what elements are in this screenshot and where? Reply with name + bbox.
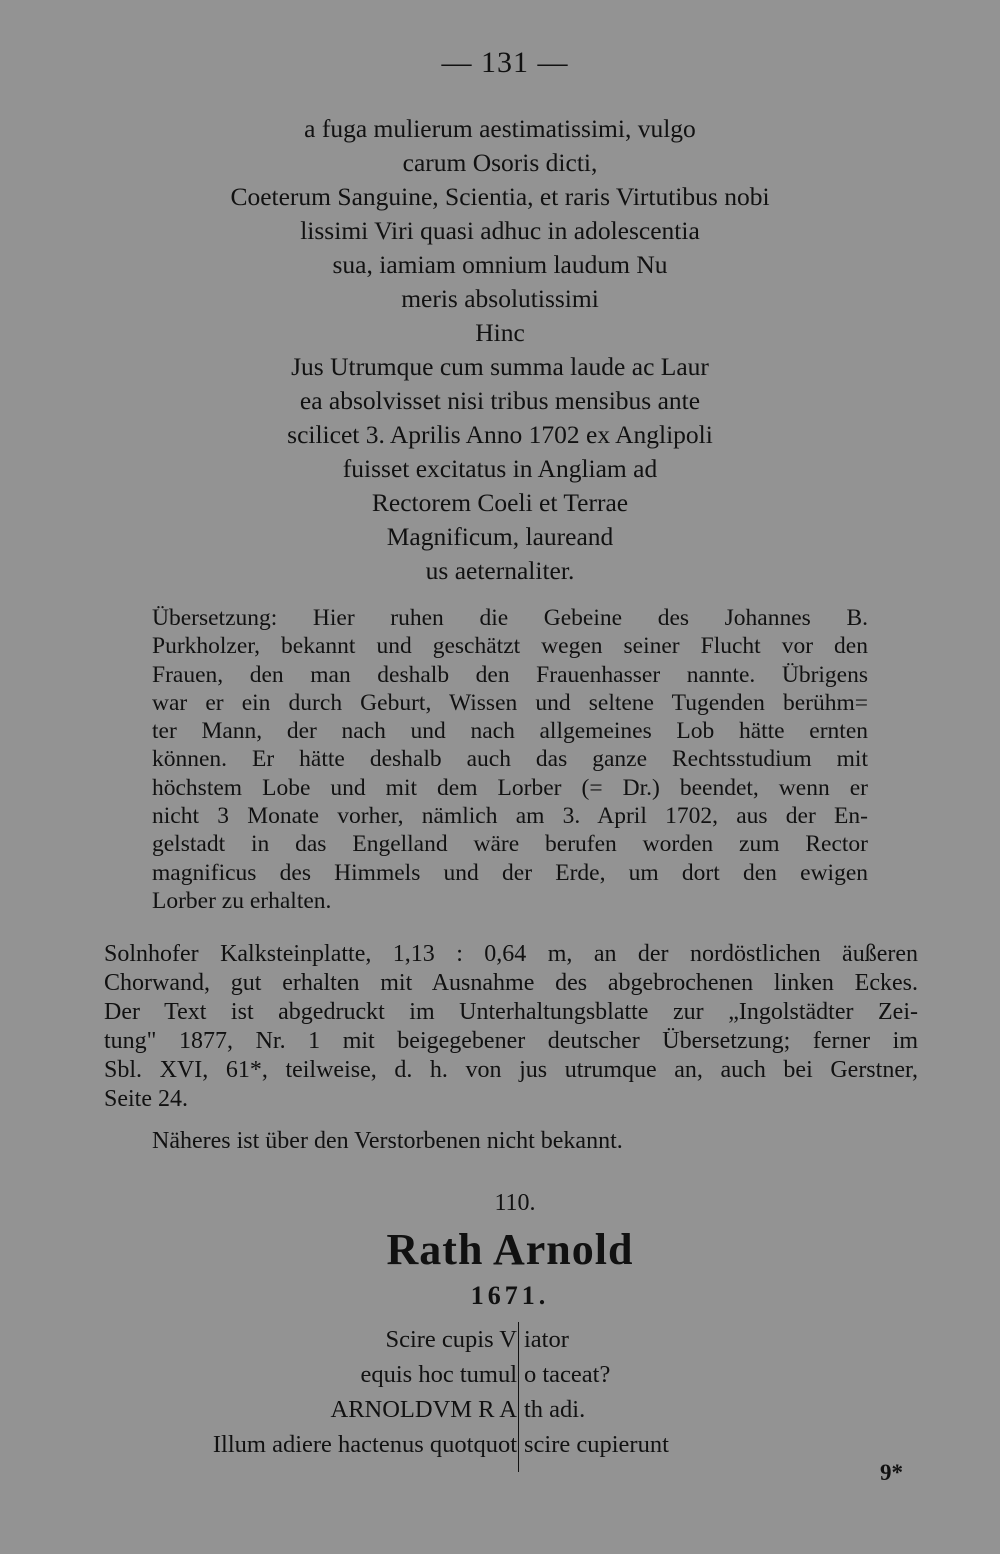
text-line: nicht 3 Monate vorher, nämlich am 3. April 1702, aus der En-: [152, 803, 868, 830]
inscription-block: [0, 1322, 1000, 1472]
inscription-line: Illum adiere hactenus quotquot: [212, 1431, 517, 1458]
latin-line: us aeternaliter.: [425, 556, 575, 585]
inscription-line: th adi.: [524, 1396, 586, 1423]
latin-line: lissimi Viri quasi adhuc in adolescentia: [300, 216, 700, 245]
inscription-right-column: [524, 1322, 669, 1462]
text-line: Purkholzer, bekannt und geschätzt wegen seiner Flucht vor den: [152, 633, 868, 660]
text-line: Solnhofer Kalksteinplatte, 1,13 : 0,64 m, an der nordöstlichen äußeren: [104, 941, 918, 967]
inscription-line: equis hoc tumul: [360, 1361, 517, 1388]
latin-line: Hinc: [475, 318, 525, 347]
inscription-line: scire cupierunt: [524, 1431, 669, 1458]
inscription-line: Scire cupis V: [385, 1326, 517, 1353]
text-line: höchstem Lobe und mit dem Lorber (= Dr.) beendet, wenn er: [152, 774, 868, 801]
text-line: Seite 24.: [104, 1086, 188, 1112]
text-line: war er ein durch Geburt, Wissen und seltene Tugenden berühm=: [152, 689, 868, 716]
inscription-left-column: [213, 1322, 517, 1462]
page-number: — 131 —: [441, 46, 569, 79]
inscription-line: iator: [524, 1326, 569, 1353]
entry-year: 1671.: [470, 1281, 550, 1310]
latin-line: fuisset excitatus in Angliam ad: [342, 454, 658, 483]
inscription-line: o taceat?: [524, 1361, 611, 1388]
signature-mark: 9*: [880, 1460, 903, 1485]
latin-line: a fuga mulierum aestimatissimi, vulgo: [304, 114, 696, 143]
latin-line: sua, iamiam omnium laudum Nu: [332, 250, 668, 279]
latin-line: Rectorem Coeli et Terrae: [371, 488, 629, 517]
latin-line: Coeterum Sanguine, Scientia, et raris Virtutibus nobi: [230, 182, 770, 211]
note-paragraph: Näheres ist über den Verstorbenen nicht bekannt.: [152, 1128, 623, 1154]
text-line: Lorber zu erhalten.: [152, 887, 332, 914]
text-line: tung" 1877, Nr. 1 mit beigegebener deutscher Übersetzung; ferner im: [104, 1028, 918, 1054]
latin-line: carum Osoris dicti,: [402, 148, 598, 177]
inscription-divider: [518, 1322, 519, 1472]
text-line: Übersetzung: Hier ruhen die Gebeine des Johannes B.: [152, 605, 868, 631]
entry-number: 110.: [494, 1190, 536, 1216]
latin-line: meris absolutissimi: [401, 284, 599, 313]
text-line: magnificus des Himmels und der Erde, um dort den ewigen: [152, 859, 868, 886]
latin-line: Jus Utrumque cum summa laude ac Laur: [291, 352, 709, 381]
inscription-line: ARNOLDVM R A: [330, 1396, 517, 1423]
description-paragraph: [104, 940, 918, 1114]
text-line: Der Text ist abgedruckt im Unterhaltungsblatte zur „Ingolstädter Zei-: [104, 999, 918, 1025]
text-line: können. Er hätte deshalb auch das ganze Rechtsstudium mit: [152, 746, 868, 773]
text-line: Frauen, den man deshalb den Frauenhasser nannte. Übrigens: [152, 661, 868, 688]
latin-line: ea absolvisset nisi tribus mensibus ante: [299, 386, 701, 415]
translation-paragraph: [152, 604, 868, 915]
latin-line: Magnificum, laureand: [386, 522, 614, 551]
text-line: Chorwand, gut erhalten mit Ausnahme des abgebrochenen linken Eckes.: [104, 970, 918, 996]
text-line: Sbl. XVI, 61*, teilweise, d. h. von jus utrumque an, auch bei Gerstner,: [104, 1057, 918, 1083]
text-line: gelstadt in das Engelland wäre berufen worden zum Rector: [152, 831, 868, 858]
latin-epitaph: [0, 112, 1000, 588]
text-line: ter Mann, der nach und nach allgemeines Lob hätte ernten: [152, 718, 868, 745]
latin-line: scilicet 3. Aprilis Anno 1702 ex Anglipoli: [287, 420, 713, 449]
entry-heading: Rath Arnold: [386, 1225, 634, 1274]
